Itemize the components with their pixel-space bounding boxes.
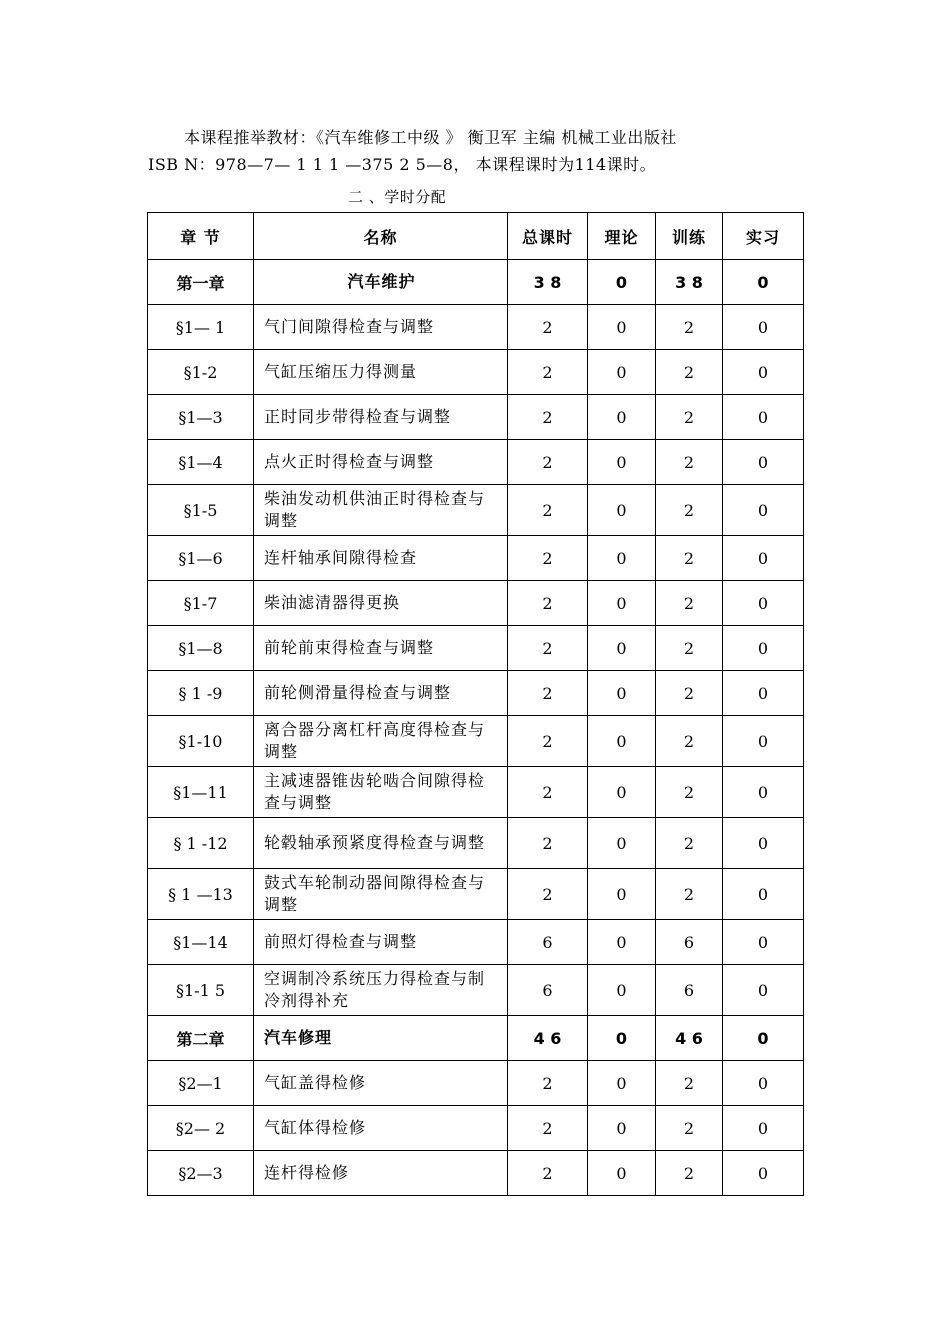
section-cell: §1—4 bbox=[148, 440, 254, 485]
section-cell: §1-2 bbox=[148, 350, 254, 395]
name-cell: 连杆得检修 bbox=[254, 1151, 508, 1196]
total-hours-cell: 2 bbox=[508, 350, 588, 395]
practice-cell: 0 bbox=[723, 965, 804, 1016]
theory-cell: 0 bbox=[588, 818, 656, 869]
table-row bbox=[148, 305, 804, 350]
training-cell: 2 bbox=[656, 536, 723, 581]
table-row bbox=[148, 767, 804, 818]
practice-cell: 0 bbox=[723, 1016, 804, 1061]
practice-cell: 0 bbox=[723, 626, 804, 671]
theory-cell: 0 bbox=[588, 305, 656, 350]
practice-cell: 0 bbox=[723, 671, 804, 716]
name-cell: 轮毂轴承预紧度得检查与调整 bbox=[254, 818, 508, 869]
training-cell: 4 6 bbox=[656, 1016, 723, 1061]
practice-cell: 0 bbox=[723, 536, 804, 581]
name-cell: 离合器分离杠杆高度得检查与调整 bbox=[254, 716, 508, 767]
section-cell: §1—8 bbox=[148, 626, 254, 671]
hours-allocation-table bbox=[147, 212, 804, 1196]
total-hours-cell: 2 bbox=[508, 1061, 588, 1106]
theory-cell: 0 bbox=[588, 350, 656, 395]
practice-cell: 0 bbox=[723, 920, 804, 965]
name-cell: 气缸压缩压力得测量 bbox=[254, 350, 508, 395]
intro-line-2: ISB N：978—7— 1 1 1 —375 2 5—8， 本课程课时为114课时。 bbox=[148, 155, 657, 174]
theory-cell: 0 bbox=[588, 395, 656, 440]
practice-cell: 0 bbox=[723, 581, 804, 626]
training-cell: 2 bbox=[656, 395, 723, 440]
training-cell: 2 bbox=[656, 767, 723, 818]
header-total-hours: 总课时 bbox=[508, 213, 588, 260]
name-cell: 正时同步带得检查与调整 bbox=[254, 395, 508, 440]
practice-cell: 0 bbox=[723, 260, 804, 305]
total-hours-cell: 6 bbox=[508, 965, 588, 1016]
table-row bbox=[148, 671, 804, 716]
section-cell: §2—1 bbox=[148, 1061, 254, 1106]
practice-cell: 0 bbox=[723, 1106, 804, 1151]
table-row bbox=[148, 260, 804, 305]
section-cell: §1—14 bbox=[148, 920, 254, 965]
training-cell: 6 bbox=[656, 965, 723, 1016]
theory-cell: 0 bbox=[588, 581, 656, 626]
section-cell: 第一章 bbox=[148, 260, 254, 305]
training-cell: 2 bbox=[656, 1151, 723, 1196]
table-row bbox=[148, 626, 804, 671]
practice-cell: 0 bbox=[723, 485, 804, 536]
total-hours-cell: 4 6 bbox=[508, 1016, 588, 1061]
header-practice: 实习 bbox=[723, 213, 804, 260]
table-row bbox=[148, 581, 804, 626]
total-hours-cell: 2 bbox=[508, 440, 588, 485]
training-cell: 2 bbox=[656, 1061, 723, 1106]
theory-cell: 0 bbox=[588, 1016, 656, 1061]
total-hours-cell: 2 bbox=[508, 581, 588, 626]
total-hours-cell: 2 bbox=[508, 1106, 588, 1151]
name-cell: 前照灯得检查与调整 bbox=[254, 920, 508, 965]
practice-cell: 0 bbox=[723, 818, 804, 869]
table-row bbox=[148, 1151, 804, 1196]
name-cell: 气缸盖得检修 bbox=[254, 1061, 508, 1106]
name-cell: 主减速器锥齿轮啮合间隙得检查与调整 bbox=[254, 767, 508, 818]
section-cell: 第二章 bbox=[148, 1016, 254, 1061]
table-row bbox=[148, 536, 804, 581]
section-cell: §1—6 bbox=[148, 536, 254, 581]
total-hours-cell: 2 bbox=[508, 818, 588, 869]
table-row bbox=[148, 869, 804, 920]
practice-cell: 0 bbox=[723, 1151, 804, 1196]
theory-cell: 0 bbox=[588, 1106, 656, 1151]
practice-cell: 0 bbox=[723, 395, 804, 440]
training-cell: 3 8 bbox=[656, 260, 723, 305]
training-cell: 2 bbox=[656, 671, 723, 716]
table-row bbox=[148, 1061, 804, 1106]
section-cell: § 1 —13 bbox=[148, 869, 254, 920]
total-hours-cell: 2 bbox=[508, 536, 588, 581]
theory-cell: 0 bbox=[588, 485, 656, 536]
intro-line-1: 本课程推举教材：《汽车维修工中级 》 衡卫军 主编 机械工业出版社 bbox=[184, 128, 677, 147]
training-cell: 2 bbox=[656, 869, 723, 920]
total-hours-cell: 3 8 bbox=[508, 260, 588, 305]
table-row bbox=[148, 920, 804, 965]
table-row bbox=[148, 965, 804, 1016]
section-cell: §2— 2 bbox=[148, 1106, 254, 1151]
section-cell: § 1 -9 bbox=[148, 671, 254, 716]
section-cell: §1-1 5 bbox=[148, 965, 254, 1016]
name-cell: 前轮侧滑量得检查与调整 bbox=[254, 671, 508, 716]
section-cell: §1— 1 bbox=[148, 305, 254, 350]
training-cell: 2 bbox=[656, 818, 723, 869]
name-cell: 鼓式车轮制动器间隙得检查与调整 bbox=[254, 869, 508, 920]
table-row bbox=[148, 350, 804, 395]
training-cell: 2 bbox=[656, 1106, 723, 1151]
section-cell: §1—11 bbox=[148, 767, 254, 818]
training-cell: 2 bbox=[656, 350, 723, 395]
training-cell: 2 bbox=[656, 716, 723, 767]
practice-cell: 0 bbox=[723, 305, 804, 350]
name-cell: 汽车修理 bbox=[254, 1016, 508, 1061]
header-name: 名称 bbox=[254, 213, 508, 260]
section-cell: §1-5 bbox=[148, 485, 254, 536]
training-cell: 2 bbox=[656, 485, 723, 536]
theory-cell: 0 bbox=[588, 767, 656, 818]
practice-cell: 0 bbox=[723, 767, 804, 818]
practice-cell: 0 bbox=[723, 869, 804, 920]
name-cell: 空调制冷系统压力得检查与制冷剂得补充 bbox=[254, 965, 508, 1016]
theory-cell: 0 bbox=[588, 440, 656, 485]
practice-cell: 0 bbox=[723, 1061, 804, 1106]
theory-cell: 0 bbox=[588, 965, 656, 1016]
theory-cell: 0 bbox=[588, 1151, 656, 1196]
theory-cell: 0 bbox=[588, 1061, 656, 1106]
total-hours-cell: 2 bbox=[508, 1151, 588, 1196]
table-row bbox=[148, 716, 804, 767]
table-row bbox=[148, 818, 804, 869]
training-cell: 2 bbox=[656, 305, 723, 350]
table-row bbox=[148, 1016, 804, 1061]
theory-cell: 0 bbox=[588, 536, 656, 581]
theory-cell: 0 bbox=[588, 626, 656, 671]
training-cell: 2 bbox=[656, 440, 723, 485]
total-hours-cell: 2 bbox=[508, 671, 588, 716]
practice-cell: 0 bbox=[723, 350, 804, 395]
name-cell: 点火正时得检查与调整 bbox=[254, 440, 508, 485]
name-cell: 柴油滤清器得更换 bbox=[254, 581, 508, 626]
theory-cell: 0 bbox=[588, 716, 656, 767]
intro-paragraph bbox=[148, 124, 808, 178]
section-cell: §2—3 bbox=[148, 1151, 254, 1196]
section-cell: §1-7 bbox=[148, 581, 254, 626]
theory-cell: 0 bbox=[588, 671, 656, 716]
table-header-row bbox=[148, 213, 804, 260]
theory-cell: 0 bbox=[588, 869, 656, 920]
name-cell: 连杆轴承间隙得检查 bbox=[254, 536, 508, 581]
total-hours-cell: 6 bbox=[508, 920, 588, 965]
theory-cell: 0 bbox=[588, 920, 656, 965]
theory-cell: 0 bbox=[588, 260, 656, 305]
section-cell: § 1 -12 bbox=[148, 818, 254, 869]
section-heading: 二 、学时分配 bbox=[348, 188, 447, 206]
header-chapter: 章 节 bbox=[148, 213, 254, 260]
total-hours-cell: 2 bbox=[508, 767, 588, 818]
practice-cell: 0 bbox=[723, 440, 804, 485]
total-hours-cell: 2 bbox=[508, 716, 588, 767]
section-cell: §1-10 bbox=[148, 716, 254, 767]
training-cell: 6 bbox=[656, 920, 723, 965]
table-row bbox=[148, 1106, 804, 1151]
header-theory: 理论 bbox=[588, 213, 656, 260]
total-hours-cell: 2 bbox=[508, 626, 588, 671]
table-row bbox=[148, 395, 804, 440]
section-cell: §1—3 bbox=[148, 395, 254, 440]
table-row bbox=[148, 485, 804, 536]
name-cell: 前轮前束得检查与调整 bbox=[254, 626, 508, 671]
total-hours-cell: 2 bbox=[508, 395, 588, 440]
name-cell: 气缸体得检修 bbox=[254, 1106, 508, 1151]
table-row bbox=[148, 440, 804, 485]
name-cell: 汽车维护 bbox=[254, 260, 508, 305]
training-cell: 2 bbox=[656, 626, 723, 671]
total-hours-cell: 2 bbox=[508, 305, 588, 350]
name-cell: 柴油发动机供油正时得检查与调整 bbox=[254, 485, 508, 536]
training-cell: 2 bbox=[656, 581, 723, 626]
practice-cell: 0 bbox=[723, 716, 804, 767]
header-training: 训练 bbox=[656, 213, 723, 260]
total-hours-cell: 2 bbox=[508, 869, 588, 920]
name-cell: 气门间隙得检查与调整 bbox=[254, 305, 508, 350]
total-hours-cell: 2 bbox=[508, 485, 588, 536]
